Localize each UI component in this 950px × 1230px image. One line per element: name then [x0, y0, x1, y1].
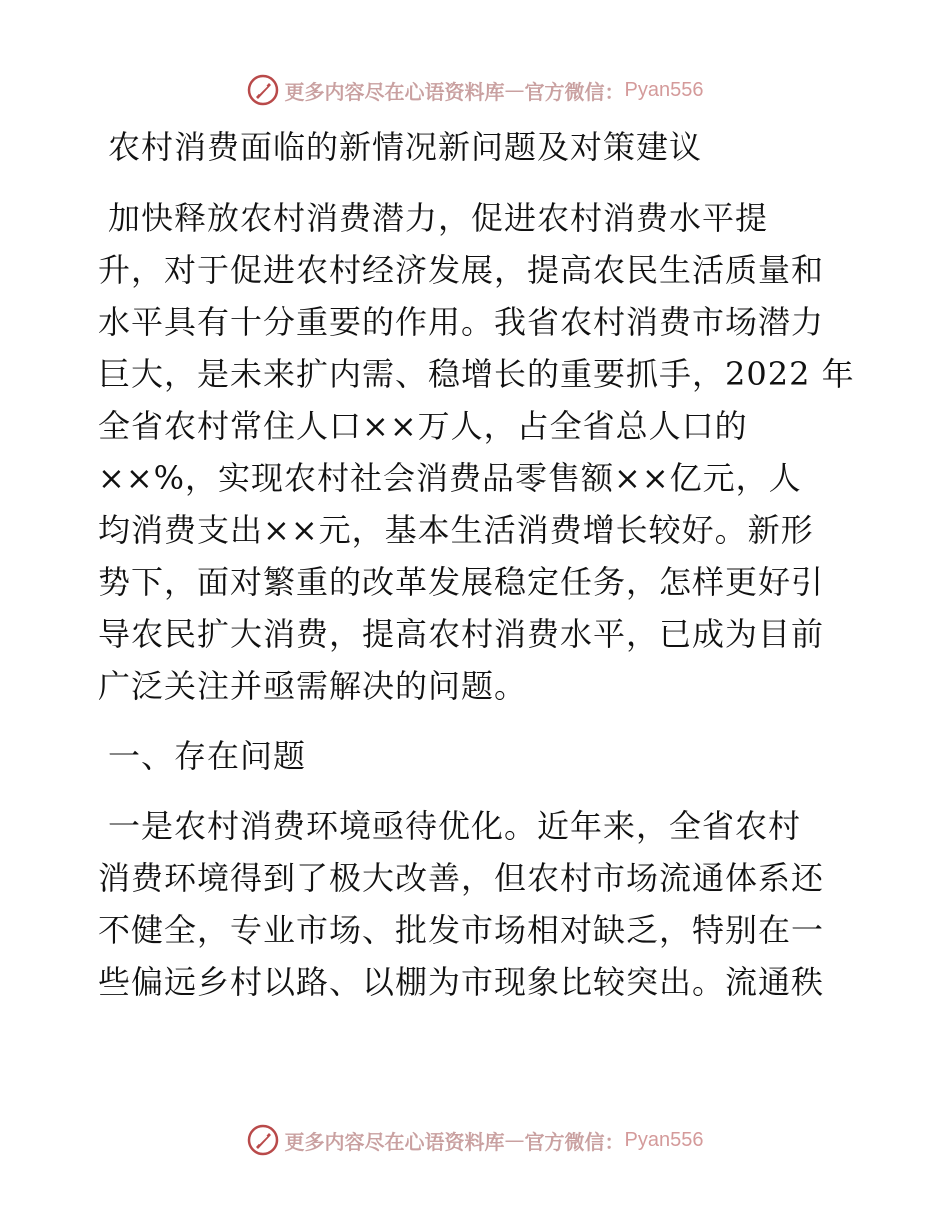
watermark-label: 官方微信：	[524, 1129, 625, 1154]
section-paragraph	[98, 800, 858, 1008]
watermark-text: 更多内容尽在心语资料库	[284, 79, 505, 104]
watermark-wechat-id: Pyan556	[624, 78, 704, 101]
text-line: 广泛关注并亟需解决的问题。	[98, 667, 528, 705]
text-line: 一是农村消费环境亟待优化。近年来，全省农村	[108, 807, 802, 845]
text-line: 巨大，是未来扩内需、稳增长的重要抓手，2022 年	[98, 355, 855, 393]
text-line: 些偏远乡村以路、以棚为市现象比较突出。流通秩	[98, 963, 825, 1001]
text-line: 水平具有十分重要的作用。我省农村消费市场潜力	[98, 303, 825, 341]
text-line: 导农民扩大消费，提高农村消费水平，已成为目前	[98, 615, 825, 653]
watermark-separator: —	[504, 1128, 525, 1152]
document-body	[98, 122, 858, 1026]
text-line: 全省农村常住人口××万人，占全省总人口的	[98, 407, 748, 445]
document-title: 农村消费面临的新情况新问题及对策建议	[108, 128, 703, 166]
feather-pen-circle-icon	[247, 74, 279, 106]
text-line: ××%，实现农村社会消费品零售额××亿元，人	[98, 459, 802, 497]
watermark-separator: —	[504, 78, 525, 102]
text-line: 势下，面对繁重的改革发展稳定任务，怎样更好引	[98, 563, 825, 601]
watermark-wechat-id: Pyan556	[624, 1128, 704, 1151]
text-line: 不健全，专业市场、批发市场相对缺乏，特别在一	[98, 911, 825, 949]
watermark-footer	[0, 1120, 950, 1160]
section-heading: 一、存在问题	[108, 737, 307, 775]
feather-pen-circle-icon	[247, 1124, 279, 1156]
intro-paragraph	[98, 192, 858, 712]
text-line: 消费环境得到了极大改善，但农村市场流通体系还	[98, 859, 825, 897]
text-line: 加快释放农村消费潜力，促进农村消费水平提	[108, 199, 769, 237]
text-line: 均消费支出××元，基本生活消费增长较好。新形	[98, 511, 814, 549]
watermark-label: 官方微信：	[524, 79, 625, 104]
watermark-text: 更多内容尽在心语资料库	[284, 1129, 505, 1154]
text-line: 升，对于促进农村经济发展，提高农民生活质量和	[98, 251, 825, 289]
watermark-header	[0, 70, 950, 110]
